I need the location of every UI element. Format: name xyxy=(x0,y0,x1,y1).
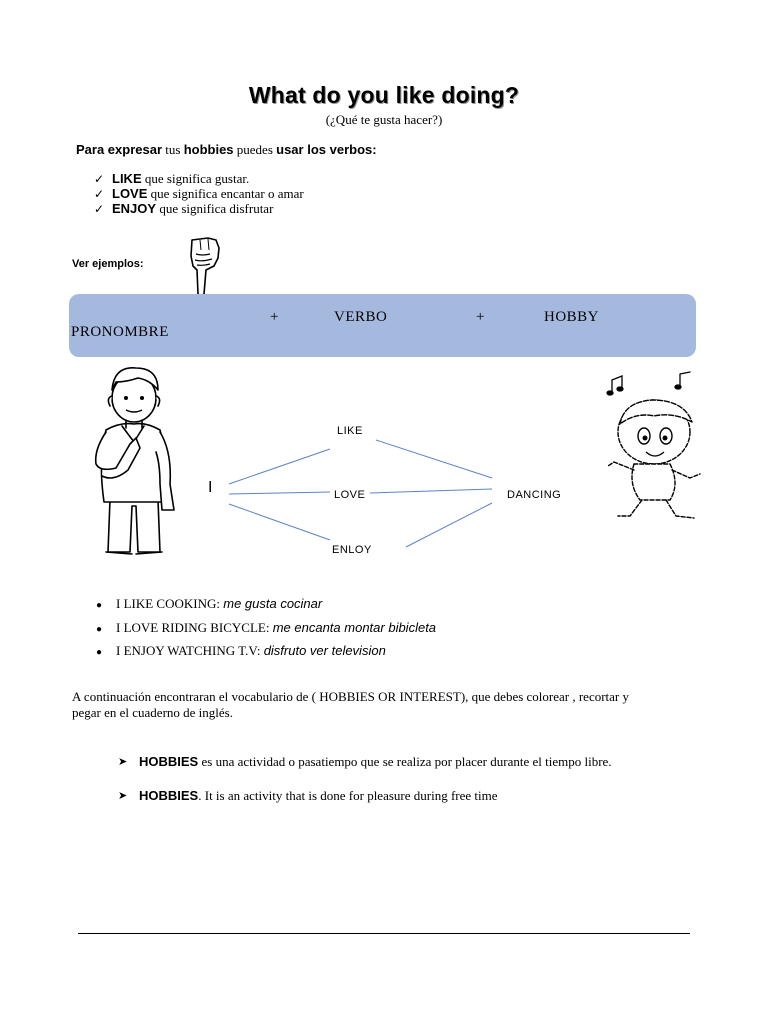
checkmark-icon: ✓ xyxy=(94,187,105,201)
dancing-boy-illustration xyxy=(604,366,708,526)
formula-plus-1: + xyxy=(270,309,279,325)
arrow-bullet-icon: ➤ xyxy=(118,789,128,802)
bullet-icon: ● xyxy=(96,600,103,611)
verb-meaning: que significa encantar o amar xyxy=(147,186,304,201)
example-item xyxy=(96,596,322,612)
page-title: What do you like doing? xyxy=(248,82,520,108)
diagram-verb-enloy: ENLOY xyxy=(332,544,372,556)
bottom-rule xyxy=(78,933,690,934)
formula-hobby: HOBBY xyxy=(544,309,600,325)
example-es: me encanta montar bibicleta xyxy=(272,620,437,635)
verb-meaning: que significa disfrutar xyxy=(156,201,274,216)
intro-part2: tus xyxy=(162,142,184,157)
page-subtitle: (¿Qué te gusta hacer?) xyxy=(325,112,443,127)
definition-term: HOBBIES xyxy=(139,754,199,769)
intro-part4: puedes xyxy=(233,142,277,157)
see-examples-label: Ver ejemplos: xyxy=(72,258,144,270)
definition-text: es una actividad o pasatiempo que se realiza por placer durante el tiempo libre. xyxy=(198,754,612,769)
vocabulary-paragraph: A continuación encontraran el vocabulario de ( HOBBIES OR INTEREST), que debes colorear , recortar y pegar en el cuaderno de inglés. xyxy=(72,689,630,720)
definition-text: . It is an activity that is done for pleasure during free time xyxy=(198,788,498,803)
example-es: disfruto ver television xyxy=(263,643,386,658)
example-item xyxy=(96,643,386,659)
checkmark-icon: ✓ xyxy=(94,202,105,216)
example-es: me gusta cocinar xyxy=(223,596,323,611)
intro-part3: hobbies xyxy=(183,142,234,157)
diagram-verb-love: LOVE xyxy=(334,489,366,501)
definition-term: HOBBIES xyxy=(139,788,199,803)
verb-label: LOVE xyxy=(112,186,148,201)
example-en: I LIKE COOKING: xyxy=(116,596,224,611)
example-item xyxy=(96,620,436,636)
formula-verb: VERBO xyxy=(334,309,388,325)
intro-part1: Para expresar xyxy=(76,142,163,157)
arrow-bullet-icon: ➤ xyxy=(118,755,128,768)
bullet-icon: ● xyxy=(96,647,103,658)
verb-meaning: que significa gustar. xyxy=(141,171,250,186)
intro-part5: usar los verbos: xyxy=(276,142,377,157)
diagram-verb-like: LIKE xyxy=(337,425,363,437)
formula-pronoun: PRONOMBRE xyxy=(71,324,169,340)
diagram-subject: I xyxy=(208,479,213,496)
bullet-icon: ● xyxy=(96,624,103,635)
definition-item xyxy=(118,754,680,770)
example-en: I LOVE RIDING BICYCLE: xyxy=(116,620,273,635)
verb-label: LIKE xyxy=(112,171,142,186)
diagram-hobby: DANCING xyxy=(507,489,562,501)
formula-plus-2: + xyxy=(476,309,485,325)
example-en: I ENJOY WATCHING T.V: xyxy=(116,643,264,658)
verb-label: ENJOY xyxy=(112,201,157,216)
checkmark-icon: ✓ xyxy=(94,172,105,186)
definition-item xyxy=(118,788,680,804)
